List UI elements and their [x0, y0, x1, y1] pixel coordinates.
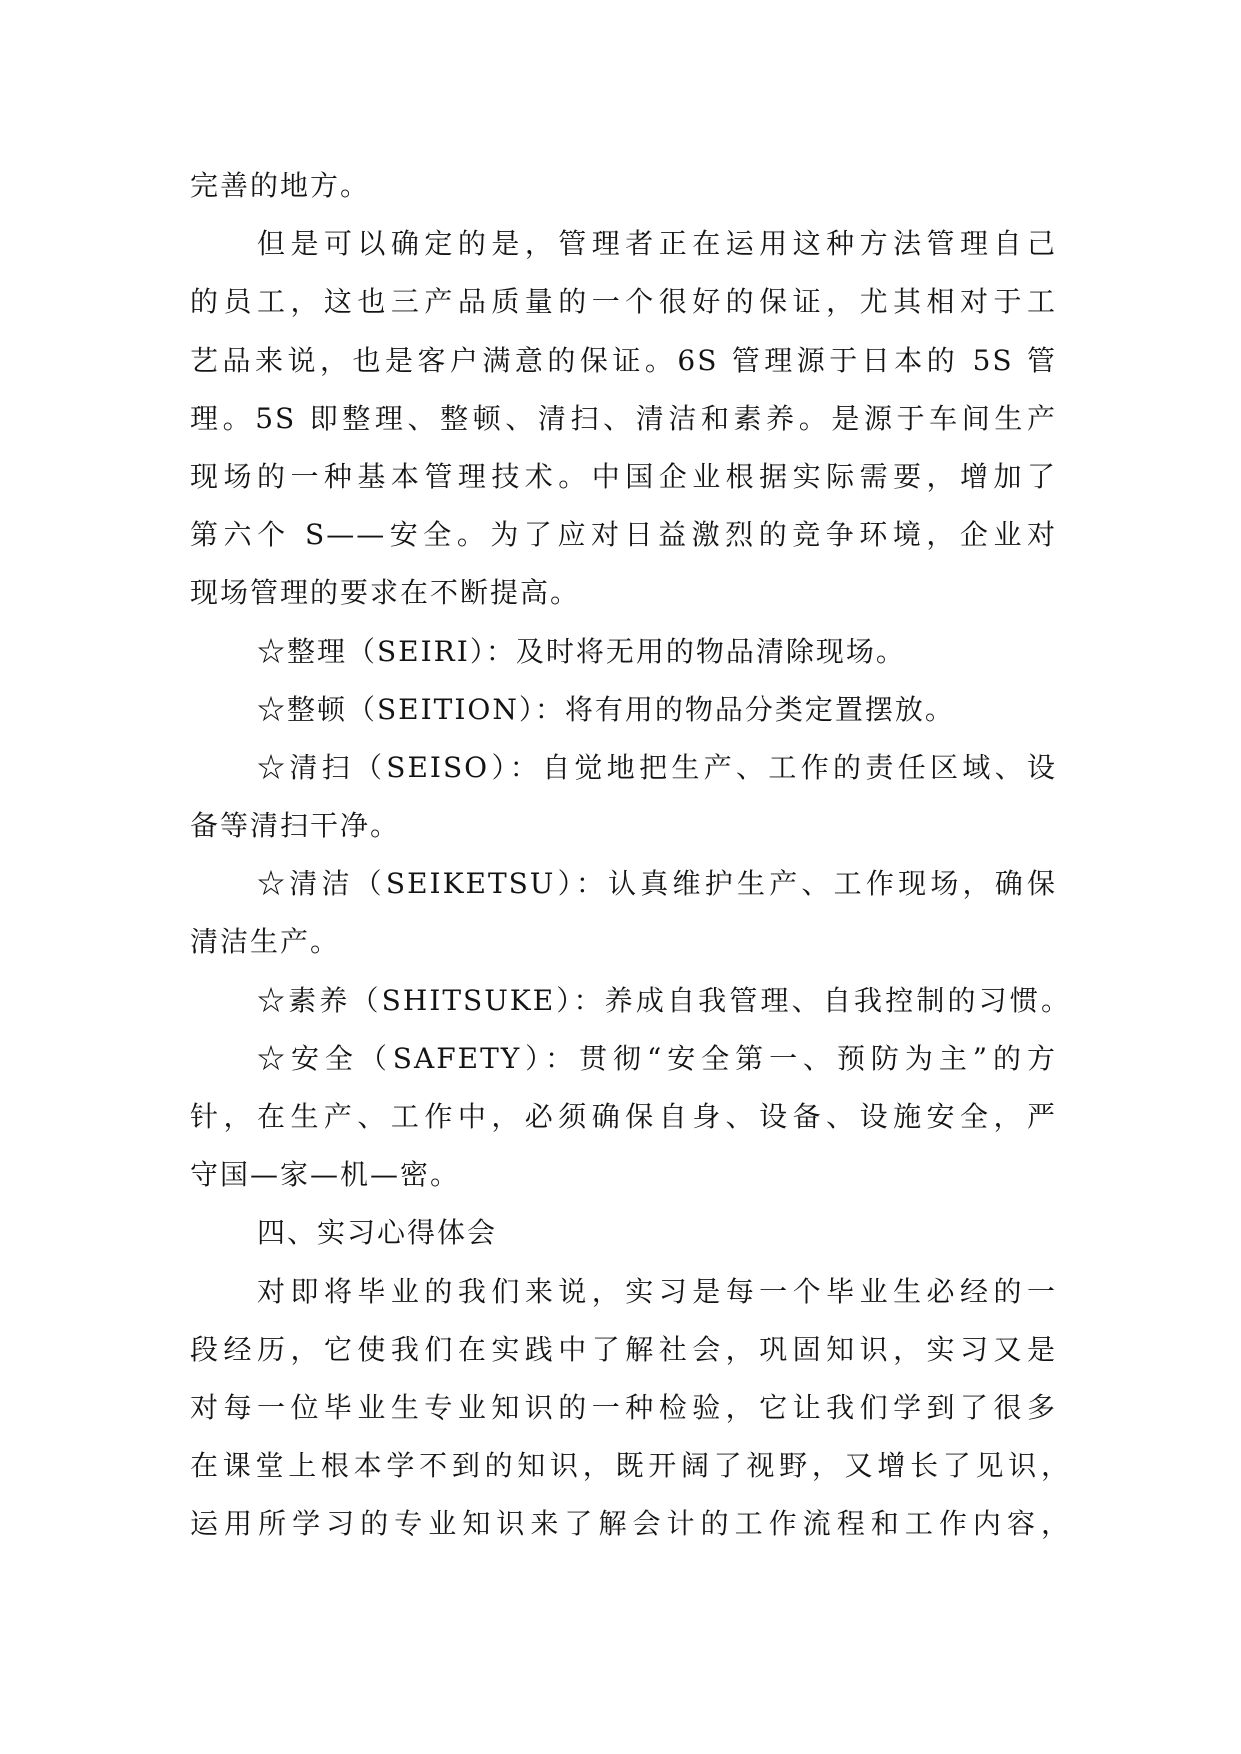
paragraph-internship-reflection — [190, 1263, 1071, 1554]
bullet-item-seiri — [190, 623, 1057, 681]
paragraph-continuation — [190, 157, 1057, 215]
text-line: 理。5S 即整理、整顿、清扫、清洁和素养。是源于车间生产 — [190, 401, 1057, 435]
text-line: 备等清扫干净。 — [190, 809, 401, 843]
text-line: 守国—家—机—密。 — [190, 1158, 461, 1192]
text-line: ☆清洁（SEIKETSU）：认真维护生产、工作现场，确保 — [257, 867, 1057, 901]
text-line: 艺品来说，也是客户满意的保证。6S 管理源于日本的 5S 管 — [190, 343, 1057, 377]
paragraph-6s-intro — [190, 215, 1057, 622]
text-line: 针，在生产、工作中，必须确保自身、设备、设施安全，严 — [190, 1100, 1057, 1133]
text-line: ☆安全（SAFETY）：贯彻“安全第一、预防为主”的方 — [257, 1041, 1057, 1075]
text-line: 的员工，这也三产品质量的一个很好的保证，尤其相对于工 — [190, 285, 1057, 319]
text-line: 完善的地方。 — [190, 169, 371, 202]
section-heading — [190, 1204, 1057, 1262]
text-line: 但是可以确定的是，管理者正在运用这种方法管理自己 — [257, 227, 1057, 261]
text-line: ☆素养（SHITSUKE）：养成自我管理、自我控制的习惯。 — [257, 983, 1071, 1017]
text-line: 在课堂上根本学不到的知识，既开阔了视野，又增长了见识， — [190, 1449, 1071, 1483]
text-line: 段经历，它使我们在实践中了解社会，巩固知识，实习又是 — [190, 1332, 1057, 1366]
bullet-item-seiso — [190, 739, 1057, 855]
text-line: 运用所学习的专业知识来了解会计的工作流程和工作内容， — [190, 1507, 1071, 1541]
bullet-item-shitsuke — [190, 972, 1071, 1030]
document-body — [190, 157, 1071, 1554]
text-line: 对即将毕业的我们来说，实习是每一个毕业生必经的一 — [257, 1274, 1057, 1308]
text-line: 现场的一种基本管理技术。中国企业根据实际需要，增加了 — [190, 459, 1057, 493]
text-line: ☆整理（SEIRI）：及时将无用的物品清除现场。 — [257, 634, 906, 668]
bullet-item-seiketsu — [190, 855, 1057, 971]
text-line: 现场管理的要求在不断提高。 — [190, 576, 581, 610]
section-heading-text: 四、实习心得体会 — [257, 1216, 498, 1250]
text-line: 第六个 S——安全。为了应对日益激烈的竞争环境，企业对 — [190, 518, 1057, 552]
text-line: ☆整顿（SEITION）：将有用的物品分类定置摆放。 — [257, 692, 955, 726]
bullet-item-seition — [190, 681, 1057, 739]
bullet-item-safety — [190, 1030, 1057, 1205]
text-line: 对每一位毕业生专业知识的一种检验，它让我们学到了很多 — [190, 1390, 1057, 1424]
text-line: ☆清扫（SEISO）：自觉地把生产、工作的责任区域、设 — [257, 750, 1057, 784]
text-line: 清洁生产。 — [190, 925, 341, 959]
